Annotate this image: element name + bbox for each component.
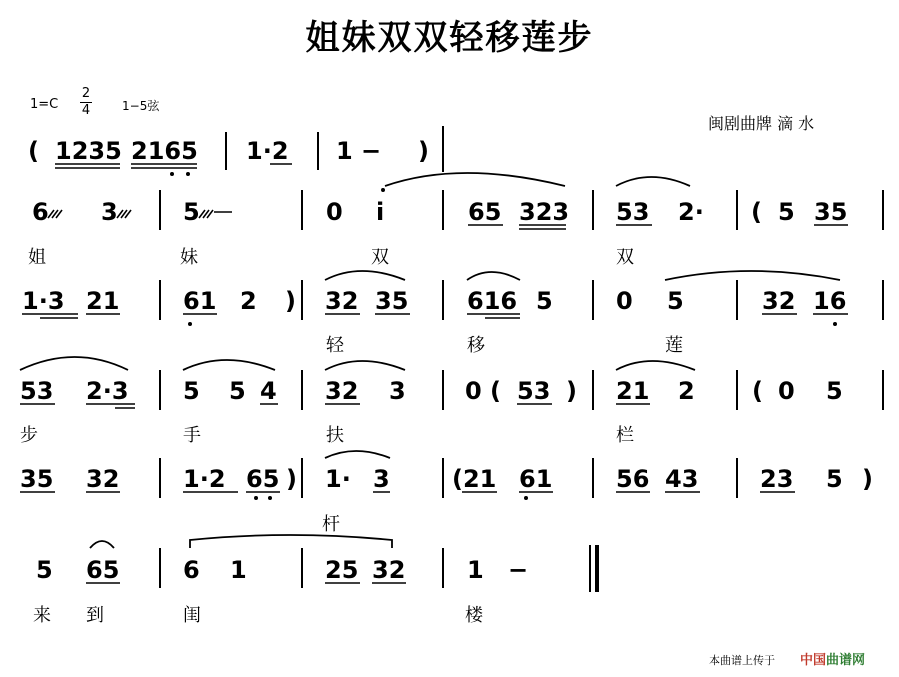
note: 16 — [813, 287, 847, 315]
lyric: 栏 — [616, 425, 634, 446]
note: 32 — [325, 287, 359, 315]
logo-text-a: 中国 — [800, 653, 827, 668]
note: 0 — [778, 377, 795, 405]
note: ( — [752, 377, 763, 405]
note: 4 — [260, 377, 277, 405]
note: 0 — [326, 198, 343, 226]
note: 0 — [616, 287, 633, 315]
note: ) — [286, 465, 297, 493]
note: 1235 — [55, 137, 122, 165]
note: 3 — [101, 198, 118, 226]
note: 65 — [246, 465, 280, 493]
note: 5 — [826, 377, 843, 405]
key-signature: 1=C — [30, 97, 59, 112]
note: 35 — [814, 198, 848, 226]
note: 3 — [389, 377, 406, 405]
note: 65 — [86, 556, 120, 584]
page-title: 姐妹双双轻移莲步 — [305, 18, 594, 58]
note: 5 — [826, 465, 843, 493]
time-sig-top: 2 — [81, 86, 91, 101]
lyric: 双 — [371, 247, 389, 268]
lyric: 双 — [616, 247, 634, 268]
note: 0 — [465, 377, 482, 405]
note: 2·3 — [86, 377, 129, 405]
note: 6 — [183, 556, 200, 584]
note: ) — [862, 465, 873, 493]
note: ) — [566, 377, 577, 405]
note: 2· — [678, 198, 704, 226]
note: 6 — [32, 198, 49, 226]
note: 61 — [183, 287, 217, 315]
note: 53 — [517, 377, 551, 405]
note: 32 — [762, 287, 796, 315]
lyric: 闺 — [183, 605, 201, 626]
footer-text: 本曲谱上传于 — [709, 654, 775, 667]
lyric: 姐 — [28, 247, 46, 268]
site-logo — [800, 649, 865, 668]
note: 65 — [468, 198, 502, 226]
note: 1· — [325, 465, 351, 493]
lyric: 轻 — [326, 335, 344, 356]
note: ( — [751, 198, 762, 226]
note: 43 — [665, 465, 699, 493]
note: 616 — [467, 287, 518, 315]
note: 3 — [373, 465, 390, 493]
note: ) — [285, 287, 296, 315]
lyric: 莲 — [665, 335, 683, 356]
note: 1 — [467, 556, 484, 584]
note: 5 — [183, 198, 200, 226]
note: 2165 — [131, 137, 198, 165]
note: 35 — [375, 287, 409, 315]
note: 2 — [678, 377, 695, 405]
note: (21 — [452, 465, 497, 493]
note: 5 — [778, 198, 795, 226]
note: 32 — [372, 556, 406, 584]
note: 53 — [20, 377, 54, 405]
note: 21 — [86, 287, 120, 315]
note: ) — [418, 137, 429, 165]
note: 1·3 — [22, 287, 65, 315]
lyric: 来 — [33, 605, 51, 626]
time-sig-bottom: 4 — [81, 103, 91, 118]
tuning-label: 1−5弦 — [122, 99, 160, 113]
lyric: 扶 — [326, 425, 344, 446]
note: 1·2 — [183, 465, 226, 493]
note: 35 — [20, 465, 54, 493]
note: ( — [28, 137, 39, 165]
note: 1·2 — [246, 137, 289, 165]
note: ( — [490, 377, 501, 405]
logo-text-b: 曲谱网 — [826, 653, 866, 668]
lyric: 楼 — [465, 605, 483, 626]
note: − — [508, 556, 529, 584]
source-label: 闽剧曲牌 滴 水 — [708, 114, 815, 133]
note: 5 — [183, 377, 200, 405]
note: 5 — [536, 287, 553, 315]
lyric: 妹 — [180, 247, 198, 268]
lyric: 手 — [183, 425, 201, 446]
note: 56 — [616, 465, 650, 493]
lyric: 步 — [20, 425, 38, 446]
note: 61 — [519, 465, 553, 493]
lyric: 移 — [467, 335, 485, 356]
note: 21 — [616, 377, 650, 405]
note: 32 — [325, 377, 359, 405]
lyric: 杆 — [322, 514, 340, 535]
note: 1 — [230, 556, 247, 584]
note: 32 — [86, 465, 120, 493]
lyric: 到 — [86, 605, 104, 626]
note: 2 — [240, 287, 257, 315]
note: 1 − — [336, 137, 382, 165]
note: 5 — [36, 556, 53, 584]
note: 23 — [760, 465, 794, 493]
note: 53 — [616, 198, 650, 226]
note: 5 — [667, 287, 684, 315]
note: i — [376, 198, 385, 226]
note: 323 — [519, 198, 570, 226]
note: 25 — [325, 556, 359, 584]
note: 5 — [229, 377, 246, 405]
